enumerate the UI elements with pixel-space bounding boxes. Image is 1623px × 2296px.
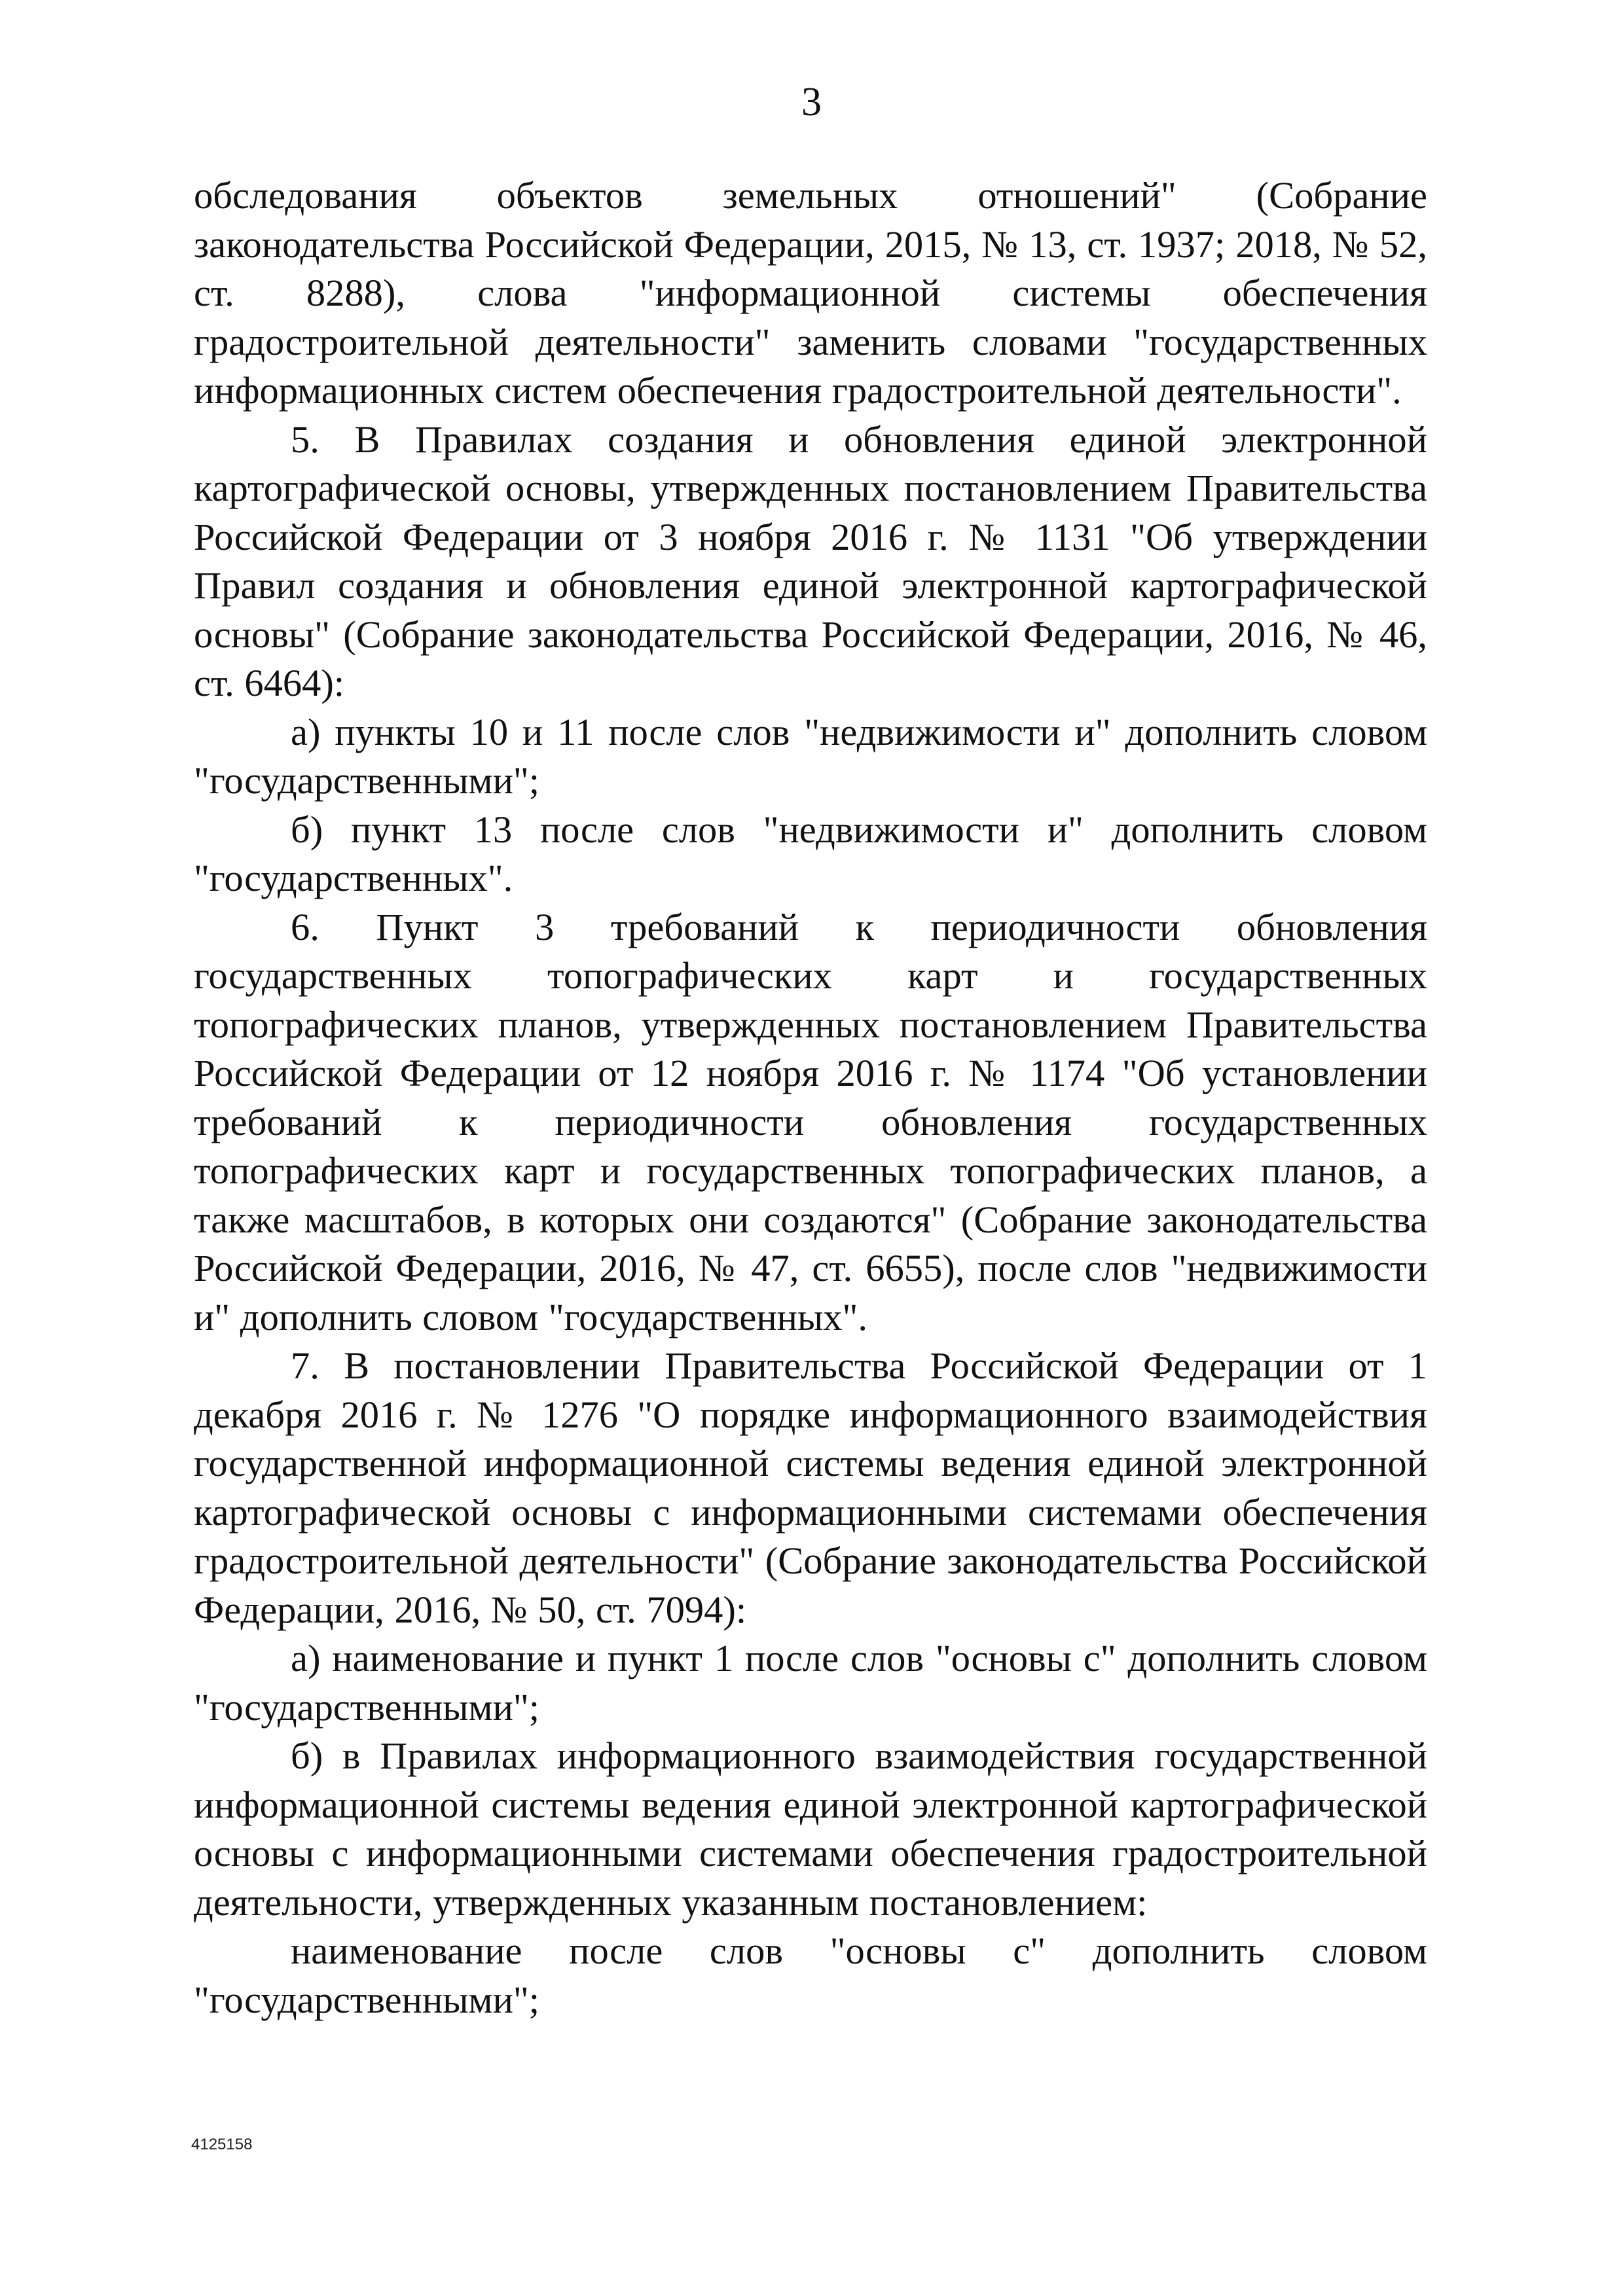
paragraph-item-5: 5. В Правилах создания и обновления единой электронной картографической основы, утвержденных постановлением Правительства Российской Федерации от 3 ноября 2016 г. № 1131 "Об утверждении Правил создания и обновления единой электронной картографической основы" (Собрание законодательства Российской Федерации, 2016, № 46, ст. 6464):: [194, 418, 1427, 704]
paragraph-item-5a: а) пункты 10 и 11 после слов "недвижимости и" дополнить словом "государственными";: [194, 710, 1427, 802]
document-code: 4125158: [191, 2136, 253, 2153]
paragraph-item-7b-naming: наименование после слов "основы с" дополнить словом "государственными";: [194, 1929, 1427, 2021]
paragraph-item-6: 6. Пункт 3 требований к периодичности обновления государственных топографических карт и государственных топографических планов, утвержденных постановлением Правительства Российской Федерации от 12 ноября 2016 г. № 1174 "Об установлении требований к периодичности обновления государственных топографических карт и государственных топографических планов, а также масштабов, в которых они создаются" (Собрание законодательства Российской Федерации, 2016, № 47, ст. 6655), после слов "недвижимости и" дополнить словом "государственных".: [194, 905, 1427, 1338]
paragraph-item-7: 7. В постановлении Правительства Российской Федерации от 1 декабря 2016 г. № 1276 "О порядке информационного взаимодействия государственной информационной системы ведения единой электронной картографической основы с информационными системами обеспечения градостроительной деятельности" (Собрание законодательства Российской Федерации, 2016, № 50, ст. 7094):: [194, 1344, 1427, 1631]
paragraph-continuation: обследования объектов земельных отношений" (Собрание законодательства Российской Федерации, 2015, № 13, ст. 1937; 2018, № 52, ст. 8288), слова "информационной системы обеспечения градостроительной деятельности" заменить словами "государственных информационных систем обеспечения градостроительной деятельности".: [194, 174, 1427, 412]
page-number: 3: [801, 80, 822, 124]
paragraph-item-5b: б) пункт 13 после слов "недвижимости и" дополнить словом "государственных".: [194, 808, 1427, 899]
paragraph-item-7b: б) в Правилах информационного взаимодействия государственной информационной системы ведения единой электронной картографической основы с информационными системами обеспечения градостроительной деятельности, утвержденных указанным постановлением:: [194, 1734, 1427, 1924]
paragraph-item-7a: а) наименование и пункт 1 после слов "основы с" дополнить словом "государственными";: [194, 1637, 1427, 1729]
document-body: [194, 171, 1427, 2024]
